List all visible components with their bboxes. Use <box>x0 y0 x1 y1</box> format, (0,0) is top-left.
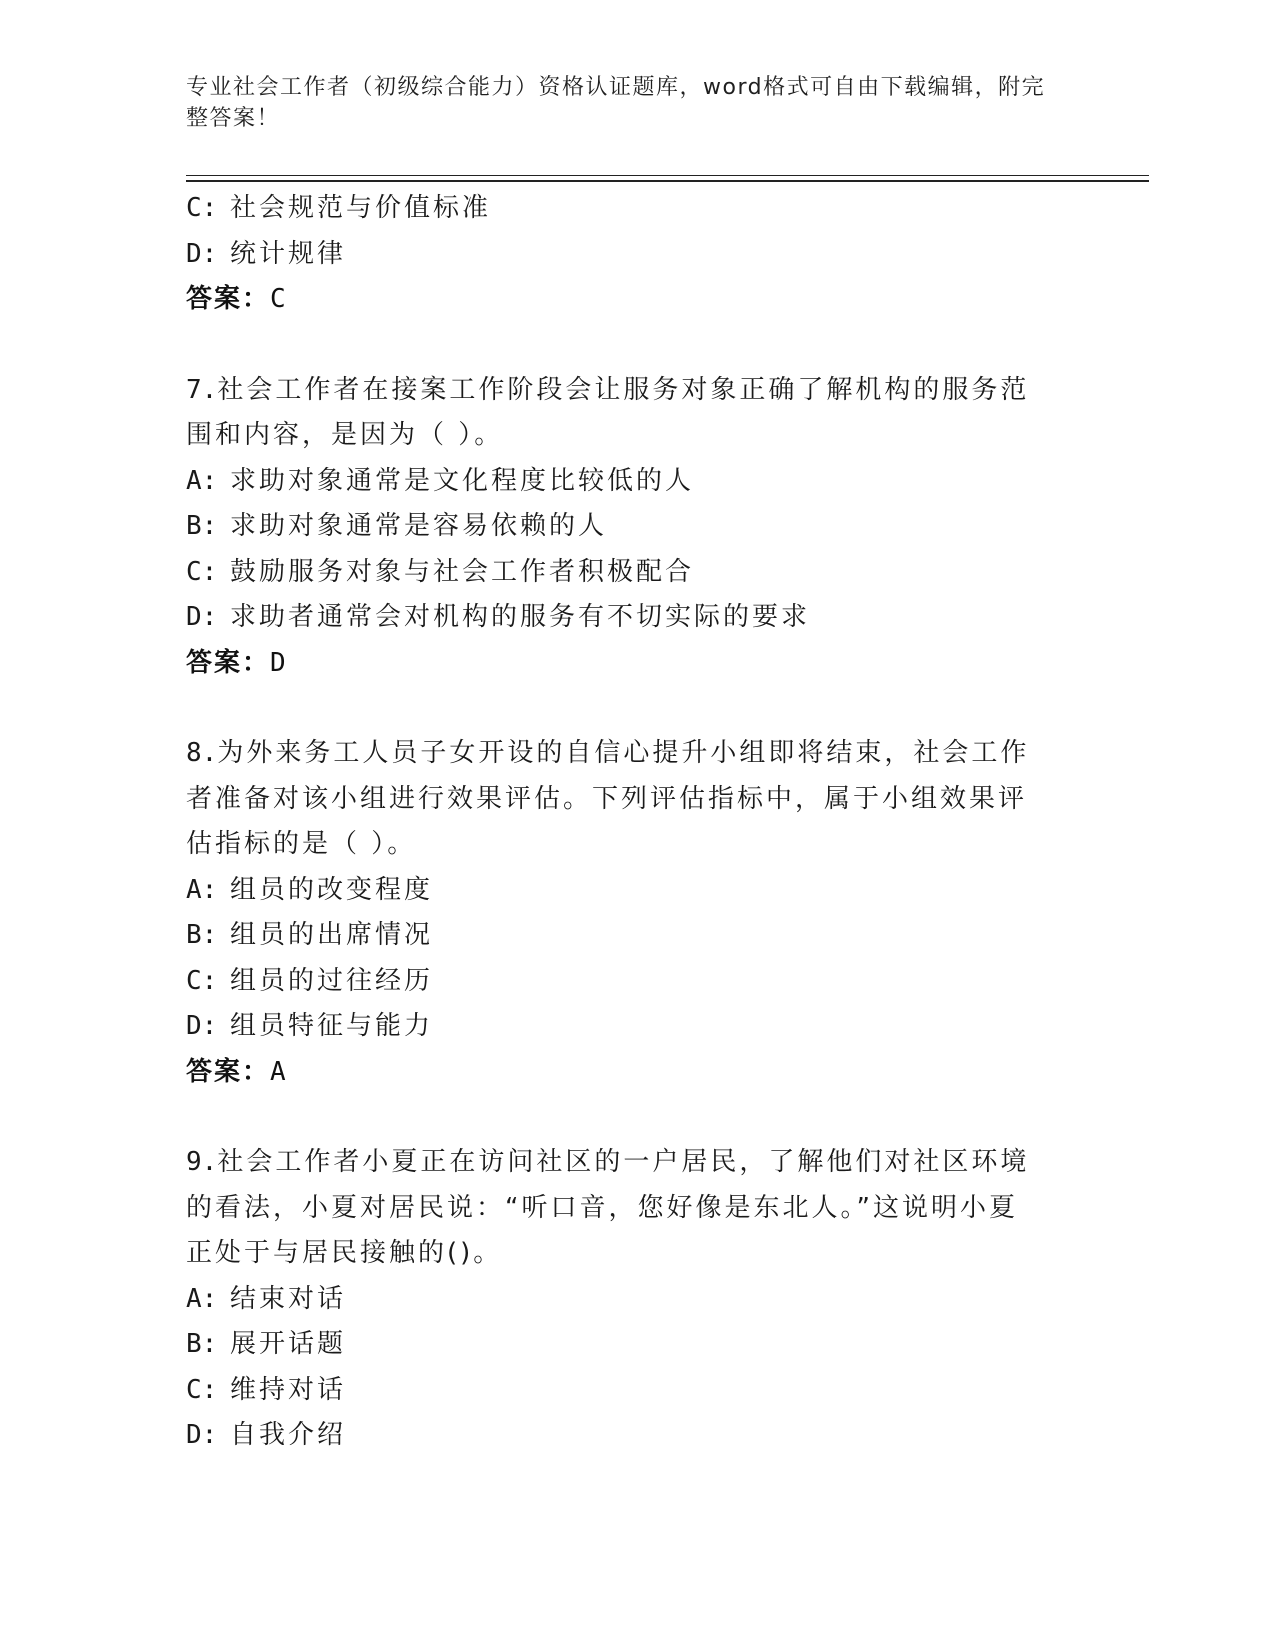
option-letter: C: <box>186 965 218 996</box>
header-divider-thick <box>186 180 1149 182</box>
option-text: 组员的改变程度 <box>230 874 434 905</box>
answer-line <box>186 641 1066 687</box>
question-number: 7. <box>186 374 218 405</box>
option-letter: C: <box>186 556 218 587</box>
option-c <box>186 959 1066 1005</box>
option-letter: A: <box>186 1283 218 1314</box>
option-letter: A: <box>186 874 218 905</box>
option-text: 维持对话 <box>230 1374 347 1405</box>
option-letter: B: <box>186 1329 218 1359</box>
option-text: 组员的出席情况 <box>230 920 434 950</box>
option-text: 统计规律 <box>230 238 347 269</box>
option-c <box>186 186 1066 232</box>
document-header: 专业社会工作者（初级综合能力）资格认证题库，word格式可自由下载编辑，附完整答案！ <box>186 75 1046 131</box>
question-number: 8. <box>186 738 218 768</box>
answer-value: C <box>270 284 288 314</box>
option-text: 求助者通常会对机构的服务有不切实际的要求 <box>230 602 811 632</box>
question-number: 9. <box>186 1147 218 1177</box>
answer-line <box>186 277 1066 323</box>
option-letter: D: <box>186 1011 218 1041</box>
option-b <box>186 913 1066 959</box>
option-a <box>186 1277 1066 1323</box>
option-a <box>186 868 1066 914</box>
question-text: 社会工作者在接案工作阶段会让服务对象正确了解机构的服务范围和内容，是因为（ ）。 <box>186 374 1030 450</box>
option-letter: D: <box>186 238 218 269</box>
option-text: 自我介绍 <box>230 1420 347 1450</box>
option-text: 鼓励服务对象与社会工作者积极配合 <box>230 556 695 587</box>
answer-label: 答案： <box>186 647 271 678</box>
option-letter: B: <box>186 511 218 541</box>
header-divider-thin <box>186 175 1149 176</box>
question-text: 为外来务工人员子女开设的自信心提升小组即将结束，社会工作者准备对该小组进行效果评估。下列评估指标中，属于小组效果评估指标的是（ ）。 <box>186 738 1030 859</box>
option-c <box>186 1368 1066 1414</box>
answer-value: D <box>270 647 288 678</box>
option-d <box>186 1413 1066 1459</box>
option-letter: B: <box>186 920 218 950</box>
option-text: 组员特征与能力 <box>230 1011 434 1041</box>
option-letter: A: <box>186 465 218 496</box>
option-letter: D: <box>186 602 218 632</box>
answer-line <box>186 1050 1066 1096</box>
question-7-stem <box>186 368 1046 459</box>
question-text: 社会工作者小夏正在访问社区的一户居民，了解他们对社区环境的看法，小夏对居民说：“听口音，您好像是东北人。”这说明小夏正处于与居民接触的()。 <box>186 1147 1030 1268</box>
question-content <box>186 186 1066 1459</box>
option-c <box>186 550 1066 596</box>
option-text: 求助对象通常是文化程度比较低的人 <box>230 465 695 496</box>
option-d <box>186 232 1066 278</box>
option-letter: C: <box>186 193 218 223</box>
answer-label: 答案： <box>186 284 271 314</box>
answer-label: 答案： <box>186 1056 271 1087</box>
option-letter: C: <box>186 1374 218 1405</box>
option-text: 组员的过往经历 <box>230 965 434 996</box>
option-d <box>186 595 1066 641</box>
option-b <box>186 504 1066 550</box>
question-9-stem <box>186 1140 1046 1277</box>
option-text: 社会规范与价值标准 <box>230 193 492 223</box>
option-text: 展开话题 <box>230 1329 347 1359</box>
option-a <box>186 459 1066 505</box>
option-d <box>186 1004 1066 1050</box>
answer-value: A <box>270 1056 288 1087</box>
option-text: 求助对象通常是容易依赖的人 <box>230 511 608 541</box>
option-text: 结束对话 <box>230 1283 347 1314</box>
question-8-stem <box>186 731 1046 868</box>
option-b <box>186 1322 1066 1368</box>
option-letter: D: <box>186 1420 218 1450</box>
